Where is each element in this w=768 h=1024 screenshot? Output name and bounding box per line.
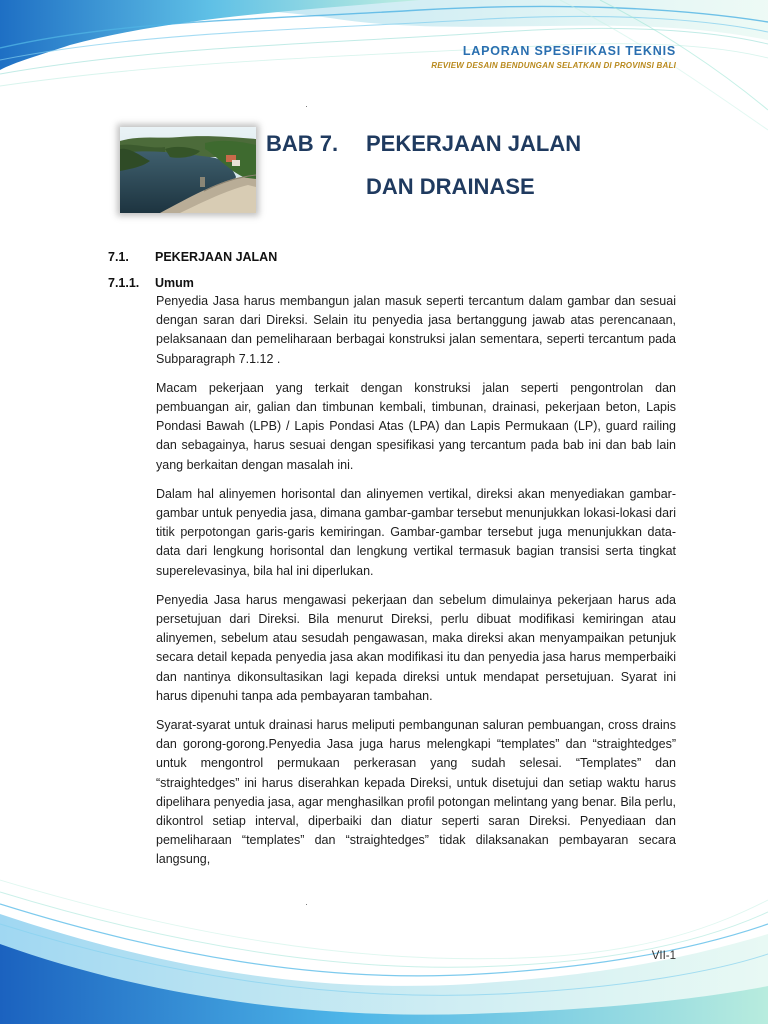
bottom-wave-decoration [0,874,768,1024]
reservoir-landscape-image [120,127,256,213]
paragraph: Macam pekerjaan yang terkait dengan konstruksi jalan seperti pengontrolan dan pembuangan air, galian dan timbunan kembali, timbunan, drainasi, pekerjaan beton, Lapis Pondasi Bawah (LPB) / Lapis Pondasi Atas (LPA) dan Lapis Permukaan (LP), guard railing dan sebagainya, harus sesuai dengan spesifikasi yang tercantum pada bab ini dan bab lain yang berkaitan dengan masalah ini. [156,380,676,472]
section-title: PEKERJAAN JALAN [155,250,278,264]
chapter-title [266,131,581,157]
section-heading [108,250,508,266]
page-number: VII-1 [651,950,676,962]
subsection-number: 7.1.1. [108,276,140,290]
paragraph: Syarat-syarat untuk drainasi harus meliputi pembangunan saluran pembuangan, cross drains dan gorong-gorong.Penyedia Jasa juga harus melengkapi “templates” dan “straightedges” untuk mengontrol permukaan perkerasan yang sudah selesai. “Templates” dan “straightedges” ini harus diserahkan kepada Direksi, untuk disetujui dan setiap waktu harus dipelihara penyedia jasa, agar menghasilkan profil potongan melintang yang benar. Bila perlu, dikontrol setiap interval, diperbaiki dan diatur seperti saran Direksi. Penyediaan dan pemeliharaan “templates” dan “straightedges” tidak dilaksanakan pembayaran secara langsung, [156,718,676,867]
report-title: LAPORAN SPESIFIKASI TEKNIS [462,44,676,58]
chapter-title-line2: DAN DRAINASE [366,174,535,199]
stray-mark: · [305,101,308,111]
paragraph: Penyedia Jasa harus membangun jalan masuk seperti tercantum dalam gambar dan sesuai dengan saran dari Direksi. Selain itu penyedia jasa bertanggung jawab atas perencanaan, pelaksanaan dan pemeliharaan berbagai konstruksi jalan sementara, seperti tercantum pada Subparagraph 7.1.12 . [156,294,676,366]
chapter-photo [120,127,256,213]
chapter-number: BAB 7. [266,131,339,156]
top-wave-decoration [0,0,768,140]
section-number: 7.1. [108,250,129,264]
subsection-heading [108,276,508,292]
report-header [431,44,676,70]
subsection-title: Umum [155,276,194,290]
paragraph: Dalam hal alinyemen horisontal dan alinyemen vertikal, direksi akan menyediakan gambar-gambar untuk penyedia jasa, dimana gambar-gambar tersebut menunjukkan lokasi-lokasi dari titik perpotongan garis-garis kemiringan. Gambar-gambar tersebut juga menunjukkan data-data dari lengkung horisontal dan lengkung vertikal termasuk bagian transisi serta tingkat superelevasinya, bila hal ini diperlukan. [156,486,676,578]
paragraph: Penyedia Jasa harus mengawasi pekerjaan dan sebelum dimulainya pekerjaan harus ada persetujuan dari Direksi. Bila menurut Direksi, perlu dibuat modifikasi kemiringan atau alinyemen, sebelum atau sesudah pengawasan, maka direksi akan menyampaikan petunjuk secara detail kepada penyedia jasa akan modifikasi itu dan penyedia jasa harus memperbaiki dan nantinya dikonsultasikan lagi kepada direksi untuk mendapat persetujuan. Syarat ini harus dipenuhi tanpa ada pembayaran tambahan. [156,592,676,703]
chapter-title-line1: PEKERJAAN JALAN [366,131,582,156]
body-text [156,292,676,880]
report-subtitle: REVIEW DESAIN BENDUNGAN SELATKAN DI PROVINSI BALI [431,61,676,70]
stray-mark: · [305,899,308,909]
